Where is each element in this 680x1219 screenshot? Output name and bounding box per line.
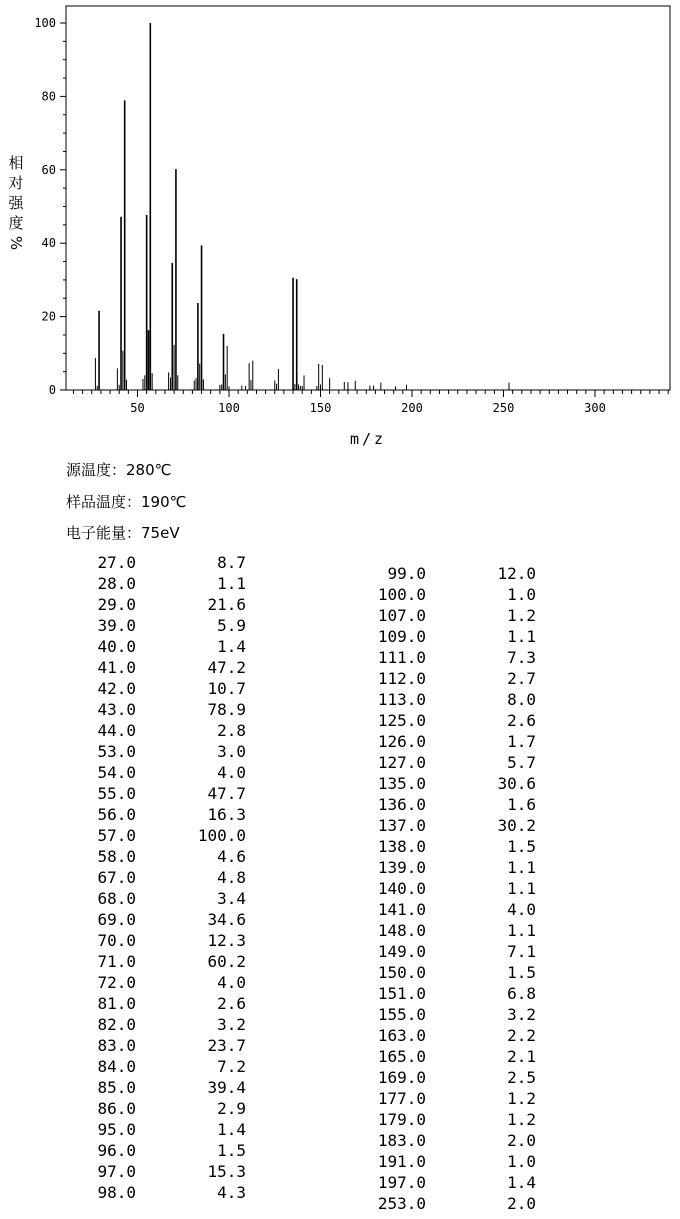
- peak-row: [356, 668, 536, 689]
- peak-intensity: 8.0: [507, 690, 536, 709]
- peak-mz: 191.0: [377, 1152, 426, 1171]
- peak-row: [66, 951, 246, 972]
- peak-intensity: 30.6: [497, 774, 536, 793]
- peak-row: [66, 846, 246, 867]
- source-temperature: 源温度：280℃: [66, 461, 172, 479]
- y-axis-label-char: %: [7, 235, 25, 251]
- peak-row: [66, 888, 246, 909]
- peak-mz: 54.0: [97, 763, 136, 782]
- peak-row: [66, 1014, 246, 1035]
- peak-row: [66, 636, 246, 657]
- peak-row: [356, 605, 536, 626]
- peak-mz: 111.0: [377, 648, 426, 667]
- sample-temperature: 样品温度：190℃: [66, 493, 187, 511]
- peak-intensity: 21.6: [207, 595, 246, 614]
- peak-intensity: 5.9: [217, 616, 246, 635]
- x-tick-label: 100: [218, 401, 240, 415]
- peak-row: [356, 731, 536, 752]
- peak-intensity: 3.0: [217, 742, 246, 761]
- peak-row: [66, 867, 246, 888]
- peak-intensity: 7.3: [507, 648, 536, 667]
- y-tick-label: 40: [41, 236, 56, 251]
- peak-mz: 95.0: [97, 1120, 136, 1139]
- peak-row: [356, 563, 536, 584]
- peak-intensity: 3.2: [507, 1005, 536, 1024]
- peak-row: [356, 1109, 536, 1130]
- x-tick-label: 50: [130, 401, 145, 415]
- peak-mz: 85.0: [97, 1078, 136, 1097]
- peak-intensity: 4.0: [507, 900, 536, 919]
- peak-intensity: 1.2: [507, 1110, 536, 1129]
- peak-row: [66, 615, 246, 636]
- x-axis-label: m/z: [349, 430, 387, 448]
- peak-intensity: 1.4: [507, 1173, 536, 1192]
- peak-mz: 151.0: [377, 984, 426, 1003]
- peak-mz: 112.0: [377, 669, 426, 688]
- x-tick-label: 150: [309, 401, 332, 415]
- peak-row: [356, 773, 536, 794]
- peak-mz: 113.0: [377, 690, 426, 709]
- peak-row: [66, 825, 246, 846]
- peak-row: [66, 552, 246, 573]
- peak-mz: 81.0: [97, 994, 136, 1013]
- peak-row: [66, 1161, 246, 1182]
- peak-mz: 253.0: [377, 1194, 426, 1213]
- peak-intensity: 1.4: [217, 637, 246, 656]
- peak-mz: 135.0: [377, 774, 426, 793]
- peak-mz: 183.0: [377, 1131, 426, 1150]
- peak-intensity: 30.2: [497, 816, 536, 835]
- peak-row: [66, 573, 246, 594]
- y-axis-label-char: 度: [8, 214, 24, 232]
- peak-row: [66, 1077, 246, 1098]
- peak-row: [356, 752, 536, 773]
- peak-table-left: [66, 552, 246, 1203]
- peak-intensity: 1.0: [507, 585, 536, 604]
- peak-row: [356, 815, 536, 836]
- peak-row: [66, 678, 246, 699]
- y-axis-label-char: 强: [8, 194, 24, 212]
- peak-row: [66, 657, 246, 678]
- peak-intensity: 1.5: [507, 963, 536, 982]
- peak-row: [66, 1140, 246, 1161]
- peak-row: [66, 783, 246, 804]
- peak-intensity: 2.0: [507, 1194, 536, 1213]
- peak-mz: 84.0: [97, 1057, 136, 1076]
- peak-intensity: 12.0: [497, 564, 536, 583]
- peak-intensity: 2.1: [507, 1047, 536, 1066]
- peak-table-right: [356, 563, 536, 1214]
- peak-mz: 155.0: [377, 1005, 426, 1024]
- y-tick-label: 0: [48, 383, 56, 397]
- peak-mz: 44.0: [97, 721, 136, 740]
- peak-mz: 125.0: [377, 711, 426, 730]
- peak-intensity: 1.1: [507, 879, 536, 898]
- peak-mz: 165.0: [377, 1047, 426, 1066]
- peak-mz: 179.0: [377, 1110, 426, 1129]
- peak-mz: 136.0: [377, 795, 426, 814]
- peak-mz: 43.0: [97, 700, 136, 719]
- peak-mz: 40.0: [97, 637, 136, 656]
- peak-intensity: 1.1: [507, 858, 536, 877]
- peak-intensity: 16.3: [207, 805, 246, 824]
- peak-row: [356, 941, 536, 962]
- peak-row: [356, 962, 536, 983]
- peak-intensity: 100.0: [197, 826, 246, 845]
- peak-row: [66, 1098, 246, 1119]
- peak-mz: 69.0: [97, 910, 136, 929]
- y-axis-label-char: 对: [8, 174, 24, 192]
- peak-intensity: 78.9: [207, 700, 246, 719]
- peak-mz: 141.0: [377, 900, 426, 919]
- electron-energy: 电子能量：75eV: [66, 524, 180, 542]
- peak-mz: 149.0: [377, 942, 426, 961]
- peak-intensity: 39.4: [207, 1078, 246, 1097]
- peak-row: [66, 720, 246, 741]
- peak-intensity: 4.0: [217, 763, 246, 782]
- peak-intensity: 7.1: [507, 942, 536, 961]
- peak-mz: 177.0: [377, 1089, 426, 1108]
- y-tick-label: 60: [41, 162, 56, 177]
- peak-mz: 86.0: [97, 1099, 136, 1118]
- peak-intensity: 1.1: [507, 627, 536, 646]
- peak-intensity: 10.7: [207, 679, 246, 698]
- peak-row: [356, 899, 536, 920]
- peak-intensity: 1.7: [507, 732, 536, 751]
- peak-row: [66, 909, 246, 930]
- peak-row: [66, 741, 246, 762]
- peak-intensity: 1.2: [507, 1089, 536, 1108]
- peak-intensity: 47.7: [207, 784, 246, 803]
- peak-row: [356, 1172, 536, 1193]
- peak-mz: 169.0: [377, 1068, 426, 1087]
- peak-mz: 100.0: [377, 585, 426, 604]
- peak-row: [356, 1067, 536, 1088]
- peak-intensity: 2.7: [507, 669, 536, 688]
- peak-intensity: 5.7: [507, 753, 536, 772]
- peak-mz: 197.0: [377, 1173, 426, 1192]
- peak-mz: 67.0: [97, 868, 136, 887]
- peak-mz: 68.0: [97, 889, 136, 908]
- peak-row: [356, 794, 536, 815]
- peak-mz: 58.0: [97, 847, 136, 866]
- peak-row: [356, 647, 536, 668]
- peak-mz: 97.0: [97, 1162, 136, 1181]
- peak-mz: 99.0: [387, 564, 426, 583]
- plot-frame: [66, 6, 670, 390]
- peak-intensity: 4.0: [217, 973, 246, 992]
- peak-mz: 109.0: [377, 627, 426, 646]
- peak-row: [66, 804, 246, 825]
- y-axis-label: [7, 154, 25, 250]
- peak-intensity: 1.1: [507, 921, 536, 940]
- peak-row: [66, 1119, 246, 1140]
- peak-mz: 70.0: [97, 931, 136, 950]
- peak-row: [66, 993, 246, 1014]
- peak-intensity: 3.2: [217, 1015, 246, 1034]
- peak-mz: 82.0: [97, 1015, 136, 1034]
- peak-row: [356, 920, 536, 941]
- peak-mz: 98.0: [97, 1183, 136, 1202]
- peak-intensity: 3.4: [217, 889, 246, 908]
- peak-mz: 148.0: [377, 921, 426, 940]
- peak-mz: 57.0: [97, 826, 136, 845]
- peak-intensity: 4.3: [217, 1183, 246, 1202]
- peak-mz: 127.0: [377, 753, 426, 772]
- peak-intensity: 2.9: [217, 1099, 246, 1118]
- peak-mz: 126.0: [377, 732, 426, 751]
- peak-intensity: 1.6: [507, 795, 536, 814]
- peak-row: [66, 1056, 246, 1077]
- peak-intensity: 1.1: [217, 574, 246, 593]
- peak-row: [66, 930, 246, 951]
- y-tick-label: 20: [41, 309, 56, 324]
- peak-intensity: 34.6: [207, 910, 246, 929]
- peak-intensity: 2.2: [507, 1026, 536, 1045]
- x-tick-label: 200: [401, 401, 423, 415]
- peak-intensity: 4.8: [217, 868, 246, 887]
- peak-intensity: 2.0: [507, 1131, 536, 1150]
- peak-mz: 27.0: [97, 553, 136, 572]
- peak-row: [66, 699, 246, 720]
- x-tick-label: 250: [492, 401, 515, 415]
- peak-row: [356, 710, 536, 731]
- peak-row: [356, 836, 536, 857]
- peak-row: [356, 857, 536, 878]
- peak-intensity: 12.3: [207, 931, 246, 950]
- peak-intensity: 7.2: [217, 1057, 246, 1076]
- peak-intensity: 4.6: [217, 847, 246, 866]
- mass-spectrum-chart: [0, 0, 680, 450]
- peak-intensity: 47.2: [207, 658, 246, 677]
- peak-intensity: 1.5: [217, 1141, 246, 1160]
- peak-row: [66, 1182, 246, 1203]
- peak-mz: 72.0: [97, 973, 136, 992]
- y-axis-label-char: 相: [8, 154, 24, 172]
- peak-row: [66, 594, 246, 615]
- peak-intensity: 8.7: [217, 553, 246, 572]
- peak-intensity: 15.3: [207, 1162, 246, 1181]
- peak-mz: 41.0: [97, 658, 136, 677]
- peak-intensity: 60.2: [207, 952, 246, 971]
- peak-mz: 55.0: [97, 784, 136, 803]
- peak-mz: 29.0: [97, 595, 136, 614]
- peak-intensity: 1.4: [217, 1120, 246, 1139]
- peak-row: [356, 1004, 536, 1025]
- x-tick-label: 300: [584, 401, 606, 415]
- peak-row: [356, 1130, 536, 1151]
- peak-mz: 140.0: [377, 879, 426, 898]
- peak-intensity: 2.5: [507, 1068, 536, 1087]
- peak-intensity: 1.5: [507, 837, 536, 856]
- peak-intensity: 6.8: [507, 984, 536, 1003]
- y-tick-label: 100: [34, 16, 56, 30]
- peak-mz: 96.0: [97, 1141, 136, 1160]
- peak-row: [356, 1193, 536, 1214]
- peak-row: [356, 626, 536, 647]
- peak-mz: 163.0: [377, 1026, 426, 1045]
- peak-intensity: 1.2: [507, 606, 536, 625]
- peak-row: [356, 689, 536, 710]
- peak-row: [356, 1151, 536, 1172]
- peak-mz: 42.0: [97, 679, 136, 698]
- peak-row: [356, 584, 536, 605]
- peak-row: [66, 762, 246, 783]
- peak-intensity: 1.0: [507, 1152, 536, 1171]
- peak-intensity: 23.7: [207, 1036, 246, 1055]
- peak-row: [66, 1035, 246, 1056]
- peak-mz: 107.0: [377, 606, 426, 625]
- peak-mz: 139.0: [377, 858, 426, 877]
- peak-mz: 83.0: [97, 1036, 136, 1055]
- peak-row: [356, 1046, 536, 1067]
- peak-row: [356, 983, 536, 1004]
- peak-mz: 28.0: [97, 574, 136, 593]
- peak-mz: 71.0: [97, 952, 136, 971]
- peak-row: [356, 878, 536, 899]
- peak-mz: 138.0: [377, 837, 426, 856]
- peak-row: [66, 972, 246, 993]
- peak-mz: 39.0: [97, 616, 136, 635]
- peak-row: [356, 1025, 536, 1046]
- peak-intensity: 2.6: [507, 711, 536, 730]
- peak-mz: 137.0: [377, 816, 426, 835]
- peak-row: [356, 1088, 536, 1109]
- peak-intensity: 2.6: [217, 994, 246, 1013]
- peak-intensity: 2.8: [217, 721, 246, 740]
- y-tick-label: 80: [41, 89, 56, 104]
- peak-mz: 53.0: [97, 742, 136, 761]
- peak-mz: 150.0: [377, 963, 426, 982]
- peak-mz: 56.0: [97, 805, 136, 824]
